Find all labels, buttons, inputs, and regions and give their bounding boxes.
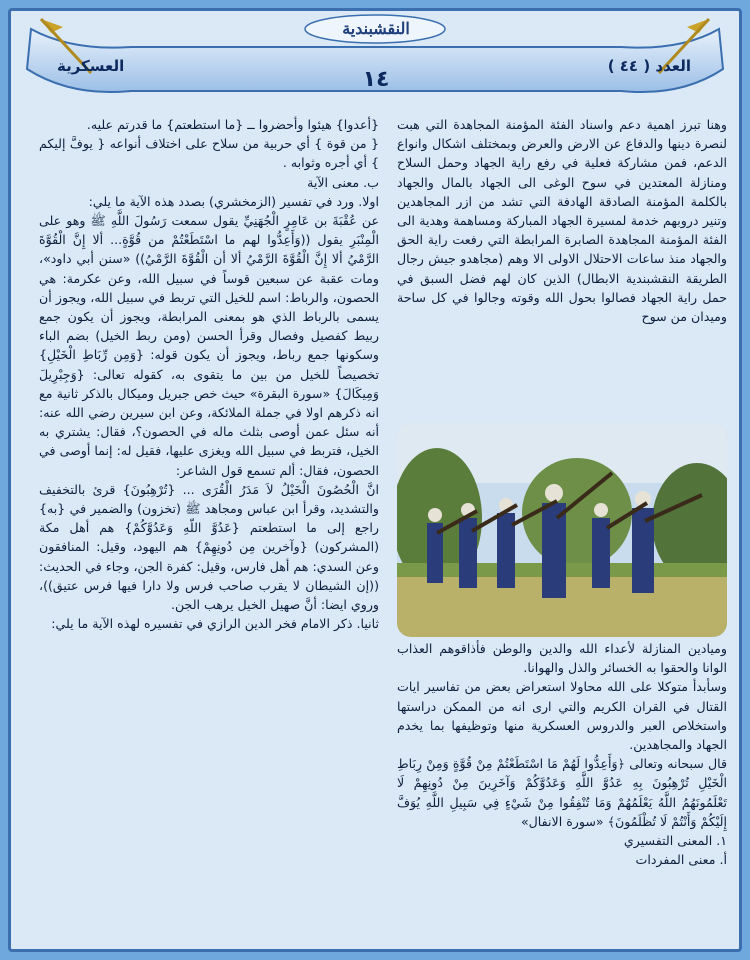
right-column-bottom — [397, 639, 727, 869]
paragraph: وهنا تبرز اهمية دعم واسناد الفئة المؤمنة المجاهدة التي هبت لنصرة دينها والدفاع عن الارض والعرض وبمختلف اشكال وانواع الدعم، فمن مشاركة فعلية في رفع راية الجهاد وحمل السلاح ومنازلة المعتدين في سوح الوغى الى الجهاد بالمال والجهاد بالكلمة المؤمنة الصادقة الهادفة التي تشد من ازر المجاهدين وتنير دروبهم خدمة لمسيرة الجهاد المباركة ومساهمة وهدية الى الفئة المؤمنة المجاهدة الصابرة المرابطة التي رفعت راية الحق والجهاد منذ ساعات الاحتلال الاولى الا وهم (مجاهدو جيش رجال الطريقة النقشبندية الابطال) الذين كان لهم فضل السبق في حمل راية الجهاد فصالوا بحول الله وقوته وجالوا في كل ساحة وميدان من سوح — [397, 117, 727, 325]
subheading: ١. المعنى التفسيري — [623, 833, 727, 849]
paragraph: ثانيا. ذكر الامام فخر الدين الرازي في تفسيره لهذه الآية ما يلي: — [51, 616, 379, 632]
article-photo — [397, 423, 727, 637]
paragraph: وسأبدأ متوكلا على الله محاولا استعراض بعض من تفاسير ايات القتال في القران الكريم والتي ارى انه من الممكن دراستها واستخلاص العبر والدروس العسكرية منها وتوظيفها بما يخدم الجهاد والمجاهدين. — [397, 679, 727, 753]
magazine-page — [8, 8, 742, 952]
page-header — [11, 11, 739, 111]
paragraph: وميادين المنازلة لأعداء الله والدين والوطن فأذاقوهم العذاب الوانا والحقوا به الخسائر والذل والهوانا. — [397, 641, 727, 676]
quran-verse: قال سبحانه وتعالى ﴿وَأَعِدُّوا لَهُمْ مَا اسْتَطَعْتُمْ مِنْ قُوَّةٍ وَمِنْ رِبَاطِ الْخَيْلِ تُرْهِبُونَ بِهِ عَدُوَّ اللَّهِ وَعَدُوَّكُمْ وَآخَرِينَ مِنْ دُونِهِمْ لَا تَعْلَمُونَهُمُ اللَّهُ يَعْلَمُهُمْ وَمَا تُنْفِقُوا مِنْ شَيْءٍ فِي سَبِيلِ اللَّهِ يُوَفَّ إِلَيْكُمْ وَأَنْتُمْ لَا تُظْلَمُونَ﴾ «سورة الانفال» — [397, 756, 727, 829]
paragraph: {أعدوا} هيئوا وأحضروا ــ {ما استطعتم} ما قدرتم عليه. — [86, 117, 379, 132]
subheading: ب. معنى الآية — [307, 174, 379, 190]
right-column-top — [397, 115, 727, 326]
issue-number: العدد ( ٤٤ ) — [607, 57, 691, 75]
section-label: العسكرية — [57, 57, 125, 75]
paragraph: { من قوة } أي حربية من سلاح على اختلاف أنواعه { يوفَّ إليكم } أي أجره وثوابه . — [39, 136, 379, 171]
paragraph: اولا. ورد في تفسير (الزمخشري) بصدد هذه الآية ما يلي: — [88, 193, 379, 209]
page-number: ١٤ — [362, 67, 390, 92]
fighters-photo-image — [397, 423, 727, 637]
magazine-title: النقشبندية — [342, 19, 410, 38]
paragraph: انَّ الْحُصُونَ الْخَيْلُ لاَ مَدَرُ الْقُرَى ... {تُرْهِبُونَ} قرئ بالتخفيف والتشديد، وقرأ ابن عباس ومجاهد ﷺ (تخزون) والضمير في {به} راجع إلى ما استطعتم {عَدُوَّ اللّهِ وَعَدُوَّكُمْ} هم أهل مكة (المشركون) {وآخرين مِن دُونِهِمْ} هم اليهود، وقيل: المنافقون وعن السدي: هم أهل فارس، وقيل: كفرة الجن، وجاء في الحديث: ((إن الشيطان لا يقرب صاحب فرس ولا دارا فيها فرس عتيق))، وروي ايضا: أنَّ صهيل الخيل يرهب الجن. — [39, 481, 379, 613]
subheading: أ. معنى المفردات — [635, 852, 727, 868]
paragraph: عن عُقْبَةَ بن عَامِرٍ الْجُهَنِيِّ يقول سمعت رَسُولَ اللَّهِ ﷺ وهو على الْمِنْبَرِ يقول ((وَأَعِدُّوا لهم ما اسْتَطَعْتُمْ من قُوَّةٍ... ألا إِنَّ الْقُوَّةَ الرَّمْيُ ألا إِنَّ الْقُوَّةَ الرَّمْيُ ألا أن الْقُوَّةَ الرَّمْيُ)) «سنن أبي داود»، ومات عقبة عن سبعين قوساً في سبيل الله، وعن عكرمة: هي الحصون، والرباط: اسم للخيل التي تربط في سبيل الله، ويجوز أن يسمى بالرباط الذي هو بمعنى المرابطة، ويجوز أن يكون جمع ربيط كفصيل وفصال وقرأ الحسن (ومن ربط الخيل) بضم الباء وسكونها جمع رباط، ويجوز أن يكون قوله: {وَمِن رِّبَاطِ الْخَيْلِ} تخصيصاً للخيل من بين ما يتقوى به، كقوله تعالى: {وَجِبْرِيلَ وَمِيكَالَ} «سورة البقرة» حيث خص جبريل وميكال بالذكر ثانية مع انه ذكرهم اولا في جملة الملائكة، وعن ابن سيرين رضي الله عنه: أنه سئل عمن أوصى بثلث ماله في الحصون؟، فقال: يشتري به الخيل، فتربط في سبيل الله ويغزى عليها، فقيل له: إنما أوصى في الحصون، فقال: ألم تسمع قول الشاعر: — [39, 213, 379, 478]
left-column — [39, 115, 379, 633]
